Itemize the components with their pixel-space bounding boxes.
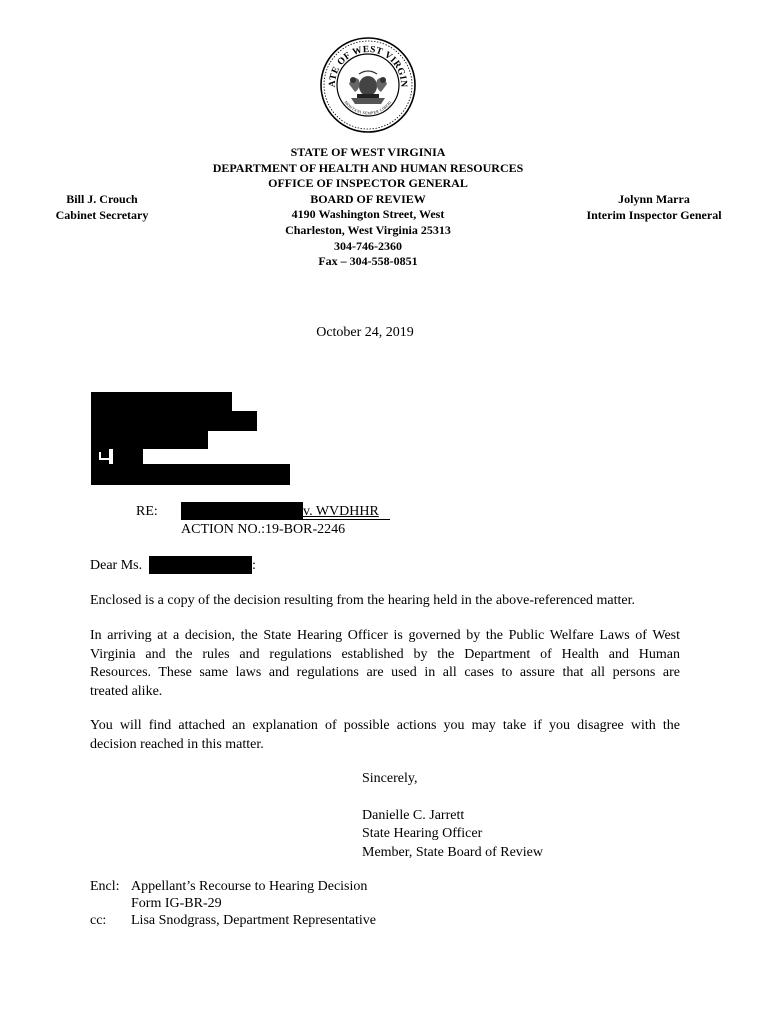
redaction-gap	[99, 452, 109, 460]
svg-text:STATE OF WEST VIRGINIA: ATE OF WEST VIRGIN	[327, 44, 409, 88]
paragraph-enclosed: Enclosed is a copy of the decision resulting from the hearing held in the above-referenced matter.	[90, 593, 636, 608]
signer-board: Member, State Board of Review	[362, 844, 544, 860]
agency-letterhead	[212, 145, 524, 270]
redaction-bar	[91, 431, 208, 449]
paragraph-line: In arriving at a decision, the State Hearing Officer is governed by the Public Welfare Laws of West	[90, 628, 680, 643]
paragraph-line: decision reached in this matter.	[90, 736, 264, 752]
closing: Sincerely,	[362, 771, 418, 786]
paragraph-line: You will find attached an explanation of possible actions you may take if you disagree with the	[90, 718, 680, 733]
signer-name: Danielle C. Jarrett	[362, 807, 465, 823]
paragraph-possible-actions	[90, 717, 680, 754]
redaction-bar	[91, 392, 232, 411]
header-right	[576, 192, 732, 223]
enclosure-label: Encl:	[90, 879, 120, 894]
signer-title: State Hearing Officer	[362, 826, 483, 841]
header-left	[48, 192, 156, 223]
letterhead-line: OFFICE OF INSPECTOR GENERAL	[268, 176, 468, 191]
redacted-appellant-name	[181, 502, 303, 520]
case-caption-underline	[181, 519, 390, 520]
letterhead-line: STATE OF WEST VIRGINIA	[290, 145, 446, 159]
paragraph-line: Resources. These same laws and regulations are used in all cases to assure that all persons are	[90, 665, 680, 680]
action-number: ACTION NO.:19-BOR-2246	[181, 522, 346, 537]
secretary-name: Bill J. Crouch	[66, 192, 138, 206]
re-label: RE:	[136, 504, 158, 519]
redaction-bar	[91, 411, 257, 431]
redaction-bar	[91, 464, 290, 485]
letter-date: October 24, 2019	[316, 325, 414, 340]
letterhead-line: DEPARTMENT OF HEALTH AND HUMAN RESOURCES	[212, 160, 524, 175]
signature-block	[362, 770, 543, 862]
inspector-name: Jolynn Marra	[618, 192, 690, 206]
letterhead-line: 4190 Washington Street, West	[291, 207, 445, 222]
inspector-title: Interim Inspector General	[586, 207, 722, 222]
paragraph-line: Virginia and the rules and regulations established by the Department of Health and Human	[90, 646, 680, 662]
redacted-recipient-name	[149, 556, 252, 574]
letterhead-line: Charleston, West Virginia 25313	[285, 222, 451, 237]
letterhead-line: 304-746-2360	[334, 238, 402, 253]
enclosure-form: Form IG-BR-29	[131, 896, 222, 911]
salutation-suffix: :	[252, 558, 256, 573]
case-caption: v. WVDHHR	[303, 504, 379, 519]
letterhead-line: BOARD OF REVIEW	[310, 191, 426, 206]
secretary-title: Cabinet Secretary	[55, 207, 149, 222]
cc-label: cc:	[90, 913, 107, 928]
letterhead-line: Fax – 304-558-0851	[318, 254, 418, 269]
redaction-bar	[113, 449, 143, 464]
paragraph-line: treated alike.	[90, 683, 163, 699]
cc-recipient: Lisa Snodgrass, Department Representative	[131, 913, 376, 928]
svg-text:MONTANI SEMPER LIBERI: MONTANI SEMPER LIBERI	[343, 99, 393, 116]
salutation-prefix: Dear Ms.	[90, 558, 143, 573]
enclosure-line: Appellant’s Recourse to Hearing Decision	[131, 879, 368, 894]
paragraph-governing-laws	[90, 627, 680, 701]
state-seal-logo	[319, 36, 417, 134]
